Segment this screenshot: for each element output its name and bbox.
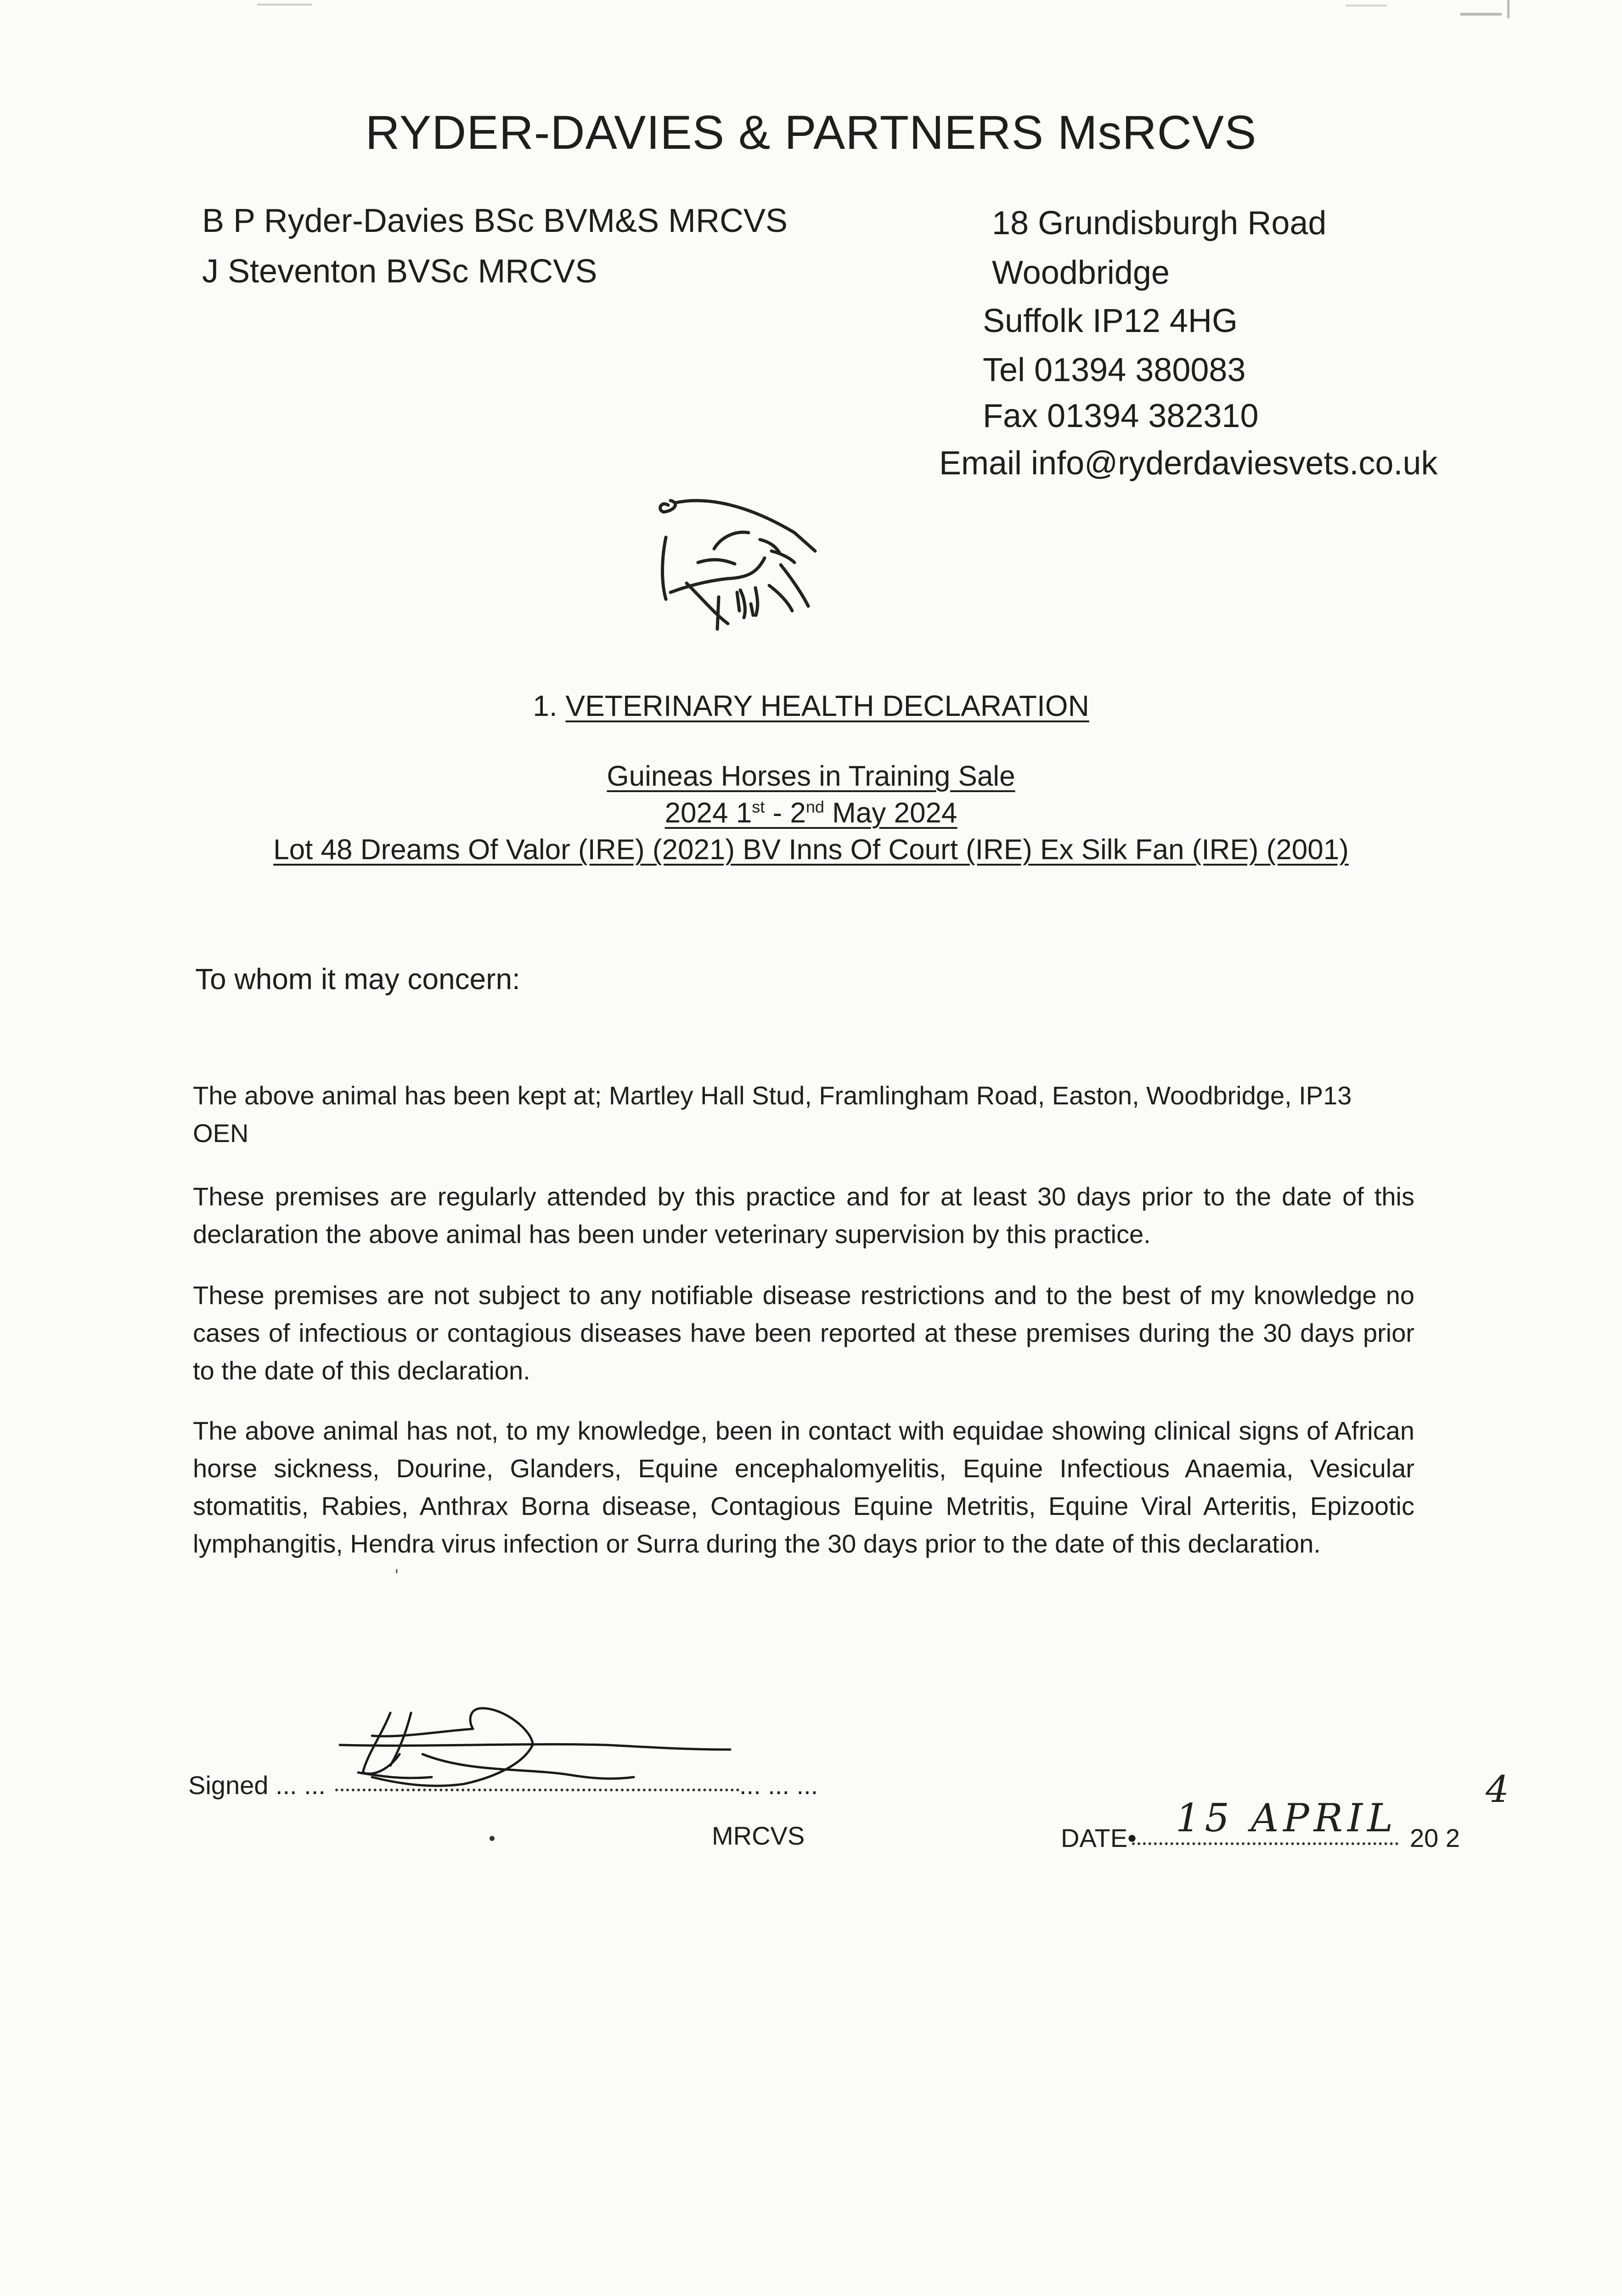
sale-name: Guineas Horses in Training Sale [607,760,1015,792]
mrcvs-label: MRCVS [712,1821,805,1850]
salutation: To whom it may concern: [195,962,520,996]
signature-scribble [331,1681,744,1800]
address-fax: Fax 01394 382310 [983,398,1259,434]
signed-label: Signed ... ... [188,1771,326,1800]
partner-name: B P Ryder-Davies BSc BVM&S MRCVS [202,203,788,239]
date-label: DATE• [1061,1823,1137,1852]
date-year-handwritten: 4 [1486,1768,1509,1811]
address-county-postcode: Suffolk IP12 4HG [983,303,1238,339]
sale-dates [0,797,1622,829]
address-street: 18 Grundisburgh Road [992,205,1327,242]
practice-name: RYDER-DAVIES & PARTNERS MsRCVS [365,106,1257,159]
scan-artifact [1346,5,1387,6]
lot-line: Lot 48 Dreams Of Valor (IRE) (2021) BV Inns Of Court (IRE) Ex Silk Fan (IRE) (2001) [273,834,1349,866]
paragraph-line: The above animal has been kept at; Martley Hall Stud, Framlingham Road, Easton, Woodbridge, IP13 [193,1081,1352,1110]
paragraph-no-restrictions: These premises are not subject to any notifiable disease restrictions and to the best of my knowledge no cases of infectious or contagious diseases have been reported at these premises during the 30 days prior to the date of this declaration. [193,1281,1414,1385]
date-handwritten: 15 APRIL [1176,1795,1397,1840]
date-dotted-line [1132,1842,1398,1845]
scan-artifact [257,4,312,6]
paragraph-premises [193,1077,1414,1152]
horse-head-sketch-icon [643,478,854,652]
declaration-number: 1. [533,689,558,722]
sale-dates-line: 2024 1st - 2nd May 2024 [665,797,957,829]
date-year-prefix: 20 2 [1410,1823,1460,1852]
stray-dot [490,1836,495,1841]
paragraph-no-contact: The above animal has not, to my knowledge, been in contact with equidae showing clinical signs of African horse sickness, Dourine, Glanders, Equine encephalomyelitis, Equine Infectious Anaemia, Vesicular stomatitis, Rabies, Anthrax Borna disease, Contagious Equine Metritis, Equine Viral Arteritis, Epizootic lymphangitis, Hendra virus infection or Surra during the 30 days prior to the date of this declaration. [193,1416,1414,1558]
partner-name: J Steventon BVSc MRCVS [202,253,597,290]
paragraph-supervision: These premises are regularly attended by this practice and for at least 30 days prior to the date of this declaration the above animal has been under veterinary supervision by this practice. [193,1182,1414,1249]
scan-artifact [1507,0,1509,18]
address-tel: Tel 01394 380083 [983,352,1246,388]
address-town: Woodbridge [992,254,1170,291]
declaration-title: VETERINARY HEALTH DECLARATION [565,689,1089,722]
scan-artifact [1460,13,1502,16]
declaration-heading [0,689,1622,723]
stray-mark: ' [395,1566,399,1586]
paragraph-line: OEN [193,1119,249,1148]
address-email: Email info@ryderdaviesvets.co.uk [939,445,1438,482]
signed-trail: ... ... ... [739,1771,818,1800]
